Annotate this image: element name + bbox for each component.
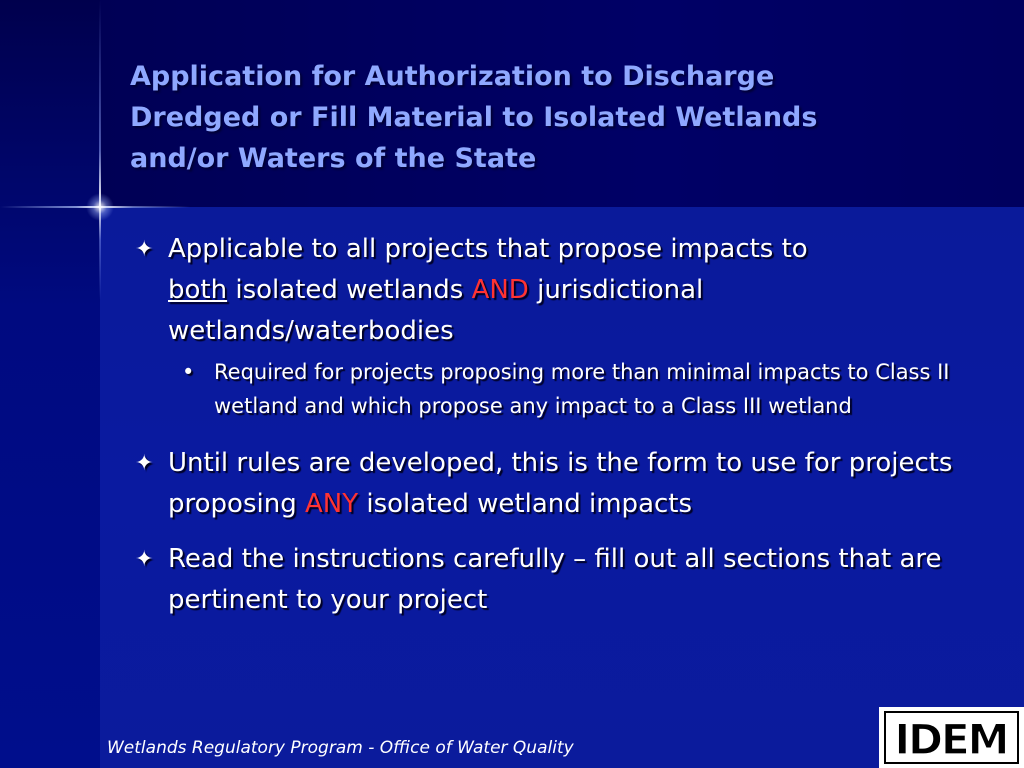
bullet-1-text-part3: jurisdictional wetlands/waterbodies xyxy=(168,275,704,346)
four-point-star-bullet-icon: ✦ xyxy=(135,237,154,262)
slide-footer: Wetlands Regulatory Program - Office of Water Quality xyxy=(107,738,574,758)
bullet-1-text-part2: isolated wetlands xyxy=(227,275,472,305)
bullet-1-text-part1: Applicable to all projects that propose impacts to xyxy=(168,234,808,264)
slide-content xyxy=(135,229,975,621)
bullet-2-emphasis-any: ANY xyxy=(304,489,359,519)
background-left-panel xyxy=(0,0,100,768)
sparkle-vertical-beam xyxy=(99,0,101,300)
bullet-applicable-projects xyxy=(135,229,975,352)
sub-bullet-class-requirements xyxy=(180,355,975,423)
idem-logo-graphic xyxy=(879,707,1024,768)
bullet-1-emphasis-and: AND xyxy=(471,275,529,305)
four-point-star-bullet-icon: ✦ xyxy=(135,451,154,476)
four-point-star-bullet-icon: ✦ xyxy=(135,547,154,572)
bullet-read-instructions xyxy=(135,539,975,621)
sparkle-star-icon xyxy=(86,193,114,221)
sub-bullet-text: Required for projects proposing more than minimal impacts to Class II wetland and which propose any impact to a Class III wetland xyxy=(214,360,950,418)
bullet-1-underlined-word: both xyxy=(168,275,228,305)
slide-title xyxy=(130,56,990,179)
idem-logo-text: IDEM xyxy=(894,715,1008,764)
title-line-3: and/or Waters of the State xyxy=(130,143,537,174)
bullet-until-rules xyxy=(135,443,975,525)
bullet-3-text: Read the instructions carefully – fill out all sections that are pertinent to your project xyxy=(168,544,942,615)
title-line-2: Dredged or Fill Material to Isolated Wetlands xyxy=(130,102,818,133)
bullet-2-text-part1: Until rules are developed, this is the form to use for projects proposing xyxy=(168,448,953,519)
title-line-1: Application for Authorization to Discharge xyxy=(130,61,775,92)
round-bullet-icon: • xyxy=(182,360,195,384)
bullet-2-text-part2: isolated wetland impacts xyxy=(358,489,693,519)
idem-logo xyxy=(879,707,1024,768)
